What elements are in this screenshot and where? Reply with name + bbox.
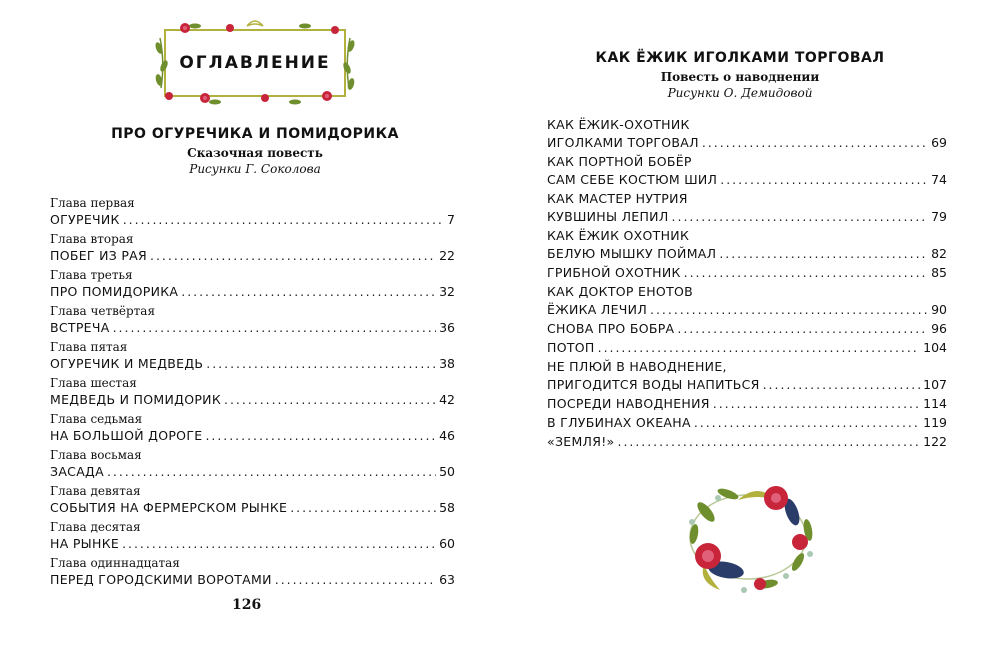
toc-item[interactable] [50, 340, 455, 376]
toc-item[interactable] [547, 190, 947, 227]
page-ref: 60 [439, 536, 455, 551]
page-ref: 85 [931, 265, 947, 280]
right-toc [547, 116, 947, 452]
page-ref: 58 [439, 500, 455, 515]
dot-leader [713, 395, 920, 413]
entry-title-line1: КАК ЁЖИК-ОХОТНИК [547, 117, 690, 132]
dot-leader [206, 355, 436, 373]
toc-item[interactable] [50, 484, 455, 520]
page-ref: 46 [439, 428, 455, 443]
entry-title-line1: НЕ ПЛЮЙ В НАВОДНЕНИЕ, [547, 359, 727, 374]
dot-leader [122, 535, 436, 553]
dot-leader [720, 171, 928, 189]
entry-title-line2: САМ СЕБЕ КОСТЮМ ШИЛ [547, 172, 718, 187]
toc-item[interactable] [50, 232, 455, 268]
chapter-title: ПРО ПОМИДОРИКА [50, 284, 179, 299]
dot-leader [224, 391, 436, 409]
page-ref: 96 [931, 321, 947, 336]
page-ref: 74 [931, 172, 947, 187]
entry-title-line2: БЕЛУЮ МЫШКУ ПОЙМАЛ [547, 246, 717, 261]
toc-item[interactable] [50, 304, 455, 340]
toc-item[interactable] [50, 268, 455, 304]
dot-leader [598, 339, 921, 357]
entry-title-line1: КАК ЁЖИК ОХОТНИК [547, 228, 690, 243]
toc-item[interactable] [547, 116, 947, 153]
section-title: ПРО ОГУРЕЧИКА И ПОМИДОРИКА [111, 126, 399, 142]
entry-title-line2: СНОВА ПРО БОБРА [547, 321, 675, 336]
heading-frame [155, 18, 355, 108]
entry-title-line2: ПРИГОДИТСЯ ВОДЫ НАПИТЬСЯ [547, 377, 760, 392]
chapter-label: Глава пятая [50, 340, 128, 354]
page-number: 126 [232, 597, 262, 613]
toc-item[interactable] [547, 153, 947, 190]
section-credit: Рисунки О. Демидовой [667, 86, 813, 100]
page-ref: 69 [931, 135, 947, 150]
dot-leader [107, 463, 436, 481]
page-ref: 50 [439, 464, 455, 479]
chapter-title: ПОБЕГ ИЗ РАЯ [50, 248, 148, 263]
dot-leader [618, 433, 921, 451]
chapter-label: Глава шестая [50, 376, 137, 390]
page-ref: 122 [923, 434, 947, 449]
dot-leader [150, 247, 436, 265]
toc-item[interactable] [547, 433, 947, 452]
entry-title-line2: ИГОЛКАМИ ТОРГОВАЛ [547, 135, 699, 150]
dot-leader [694, 414, 920, 432]
entry-title-line2: ЁЖИКА ЛЕЧИЛ [547, 302, 648, 317]
entry-title-line2: «ЗЕМЛЯ!» [547, 434, 615, 449]
toc-item[interactable] [50, 196, 455, 232]
toc-item[interactable] [547, 320, 947, 339]
chapter-title: ВСТРЕЧА [50, 320, 110, 335]
entry-title-line1: КАК МАСТЕР НУТРИЯ [547, 191, 688, 206]
entry-title-line2: В ГЛУБИНАХ ОКЕАНА [547, 415, 691, 430]
toc-item[interactable] [50, 520, 455, 556]
toc-item[interactable] [547, 358, 947, 395]
page-ref: 38 [439, 356, 455, 371]
page-ref: 119 [923, 415, 947, 430]
page-ref: 42 [439, 392, 455, 407]
chapter-title: НА РЫНКЕ [50, 536, 120, 551]
dot-leader [113, 319, 436, 337]
chapter-label: Глава третья [50, 268, 133, 282]
page-ref: 22 [439, 248, 455, 263]
toc-item[interactable] [547, 283, 947, 320]
chapter-title: ОГУРЕЧИК [50, 212, 120, 227]
entry-title-line2: ГРИБНОЙ ОХОТНИК [547, 265, 681, 280]
chapter-label: Глава четвёртая [50, 304, 156, 318]
dot-leader [290, 499, 436, 517]
entry-title-line1: КАК ПОРТНОЙ БОБЁР [547, 154, 692, 169]
dot-leader [123, 211, 444, 229]
page-ref: 104 [923, 340, 947, 355]
entry-title-line2: КУВШИНЫ ЛЕПИЛ [547, 209, 669, 224]
entry-title-line2: ПОТОП [547, 340, 595, 355]
section-credit: Рисунки Г. Соколова [189, 162, 321, 176]
entry-title-line1: КАК ДОКТОР ЕНОТОВ [547, 284, 694, 299]
dot-leader [763, 376, 921, 394]
chapter-title: МЕДВЕДЬ И ПОМИДОРИК [50, 392, 222, 407]
dot-leader [672, 208, 929, 226]
toc-item[interactable] [50, 376, 455, 412]
page-ref: 107 [923, 377, 947, 392]
dot-leader [702, 134, 928, 152]
page-ref: 79 [931, 209, 947, 224]
dot-leader [719, 245, 928, 263]
chapter-label: Глава седьмая [50, 412, 143, 426]
dot-leader [205, 427, 436, 445]
page-ref: 90 [931, 302, 947, 317]
toc-item[interactable] [50, 412, 455, 448]
chapter-label: Глава одиннадцатая [50, 556, 180, 570]
toc-item[interactable] [547, 227, 947, 264]
entry-title-line2: ПОСРЕДИ НАВОДНЕНИЯ [547, 396, 710, 411]
left-toc [50, 196, 455, 592]
toc-item[interactable] [50, 556, 455, 592]
floral-wreath-icon [668, 472, 828, 602]
section-title: КАК ЁЖИК ИГОЛКАМИ ТОРГОВАЛ [595, 50, 885, 66]
dot-leader [181, 283, 436, 301]
toc-item[interactable] [547, 414, 947, 433]
page-ref: 114 [923, 396, 947, 411]
dot-leader [275, 571, 436, 589]
toc-item[interactable] [547, 339, 947, 358]
chapter-label: Глава десятая [50, 520, 141, 534]
page-ref: 63 [439, 572, 455, 587]
dot-leader [684, 264, 928, 282]
section-subtitle: Повесть о наводнении [660, 70, 820, 84]
dot-leader [650, 301, 928, 319]
section-subtitle: Сказочная повесть [187, 146, 323, 160]
toc-item[interactable] [50, 448, 455, 484]
toc-item[interactable] [547, 395, 947, 414]
chapter-title: ОГУРЕЧИК И МЕДВЕДЬ [50, 356, 204, 371]
chapter-label: Глава первая [50, 196, 135, 210]
contents-heading: ОГЛАВЛЕНИЕ [179, 53, 331, 73]
toc-item[interactable] [547, 264, 947, 283]
chapter-title: ЗАСАДА [50, 464, 104, 479]
chapter-label: Глава вторая [50, 232, 134, 246]
chapter-title: СОБЫТИЯ НА ФЕРМЕРСКОМ РЫНКЕ [50, 500, 288, 515]
dot-leader [677, 320, 928, 338]
chapter-label: Глава восьмая [50, 448, 142, 462]
page-ref: 32 [439, 284, 455, 299]
chapter-title: ПЕРЕД ГОРОДСКИМИ ВОРОТАМИ [50, 572, 272, 587]
page-ref: 82 [931, 246, 947, 261]
page-ref: 7 [447, 212, 455, 227]
chapter-title: НА БОЛЬШОЙ ДОРОГЕ [50, 428, 203, 443]
page-ref: 36 [439, 320, 455, 335]
chapter-label: Глава девятая [50, 484, 141, 498]
